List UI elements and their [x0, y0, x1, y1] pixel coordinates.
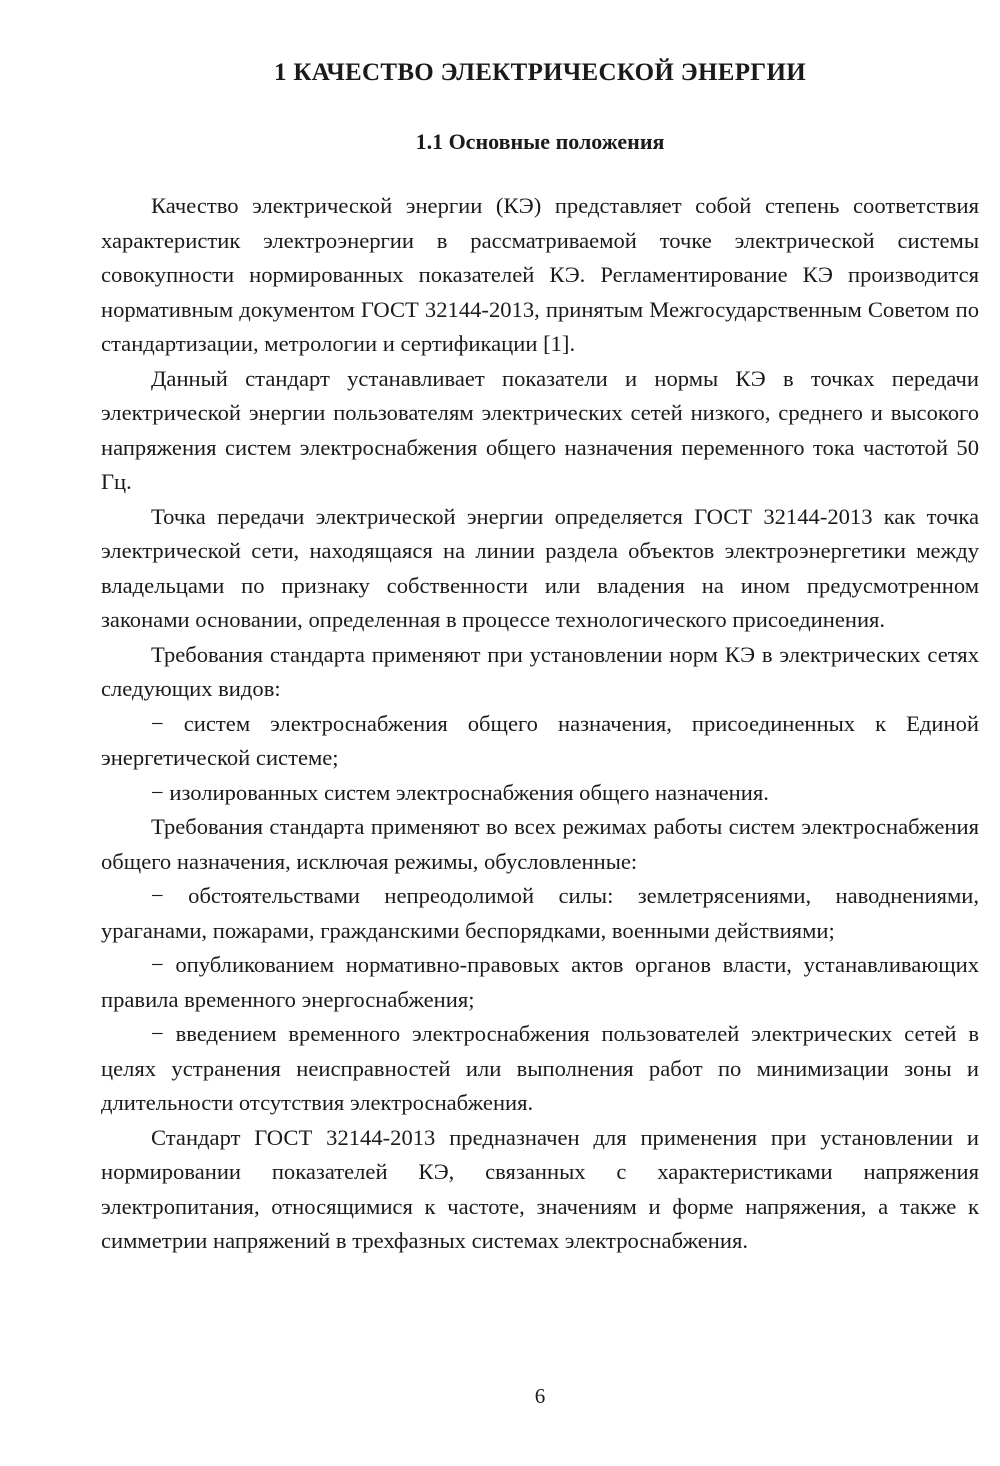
list-item: − введением временного электроснабжения пользователей электрических сетей в целях устранения неисправностей или выполнения работ по минимизации зоны и длительности отсутствия электроснабжения.	[101, 1021, 979, 1115]
paragraph: Качество электрической энергии (КЭ) представляет собой степень соответствия характеристик электроэнергии в рассматриваемой точке электрической системы совокупности нормированных показателей КЭ. Регламентирование КЭ производится нормативным документом ГОСТ 32144-2013, принятым Межгосударственным Советом по стандартизации, метрологии и сертификации [1].	[101, 193, 979, 356]
paragraph: Требования стандарта применяют во всех режимах работы систем электроснабжения общего назначения, исключая режимы, обусловленные:	[101, 814, 979, 874]
page-number: 6	[534, 1384, 546, 1408]
paragraph: Данный стандарт устанавливает показатели и нормы КЭ в точках передачи электрической энергии пользователям электрических сетей низкого, среднего и высокого напряжения систем электроснабжения общего назначения переменного тока частотой 50 Гц.	[101, 365, 979, 494]
body-text	[101, 189, 979, 1259]
chapter-title: 1 КАЧЕСТВО ЭЛЕКТРИЧЕСКОЙ ЭНЕРГИИ	[274, 59, 806, 86]
list-item: − обстоятельствами непреодолимой силы: землетрясениями, наводнениями, ураганами, пожарами, гражданскими беспорядками, военными действиями;	[101, 883, 979, 943]
paragraph: Требования стандарта применяют при установлении норм КЭ в электрических сетях следующих видов:	[101, 641, 979, 701]
paragraph: Точка передачи электрической энергии определяется ГОСТ 32144-2013 как точка электрической сети, находящаяся на линии раздела объектов электроэнергетики между владельцами по признаку собственности или владения на ином предусмотренном законами основании, определенная в процессе технологического присоединения.	[101, 503, 979, 632]
list-item: − изолированных систем электроснабжения общего назначения.	[151, 779, 769, 805]
section-title: 1.1 Основные положения	[415, 129, 665, 154]
paragraph: Стандарт ГОСТ 32144-2013 предназначен для применения при установлении и нормировании показателей КЭ, связанных с характеристиками напряжения электропитания, относящимися к частоте, значениям и форме напряжения, а также к симметрии напряжений в трехфазных системах электроснабжения.	[101, 1124, 979, 1253]
list-item: − систем электроснабжения общего назначения, присоединенных к Единой энергетической системе;	[101, 710, 979, 770]
list-item: − опубликованием нормативно-правовых актов органов власти, устанавливающих правила временного энергоснабжения;	[101, 952, 979, 1012]
